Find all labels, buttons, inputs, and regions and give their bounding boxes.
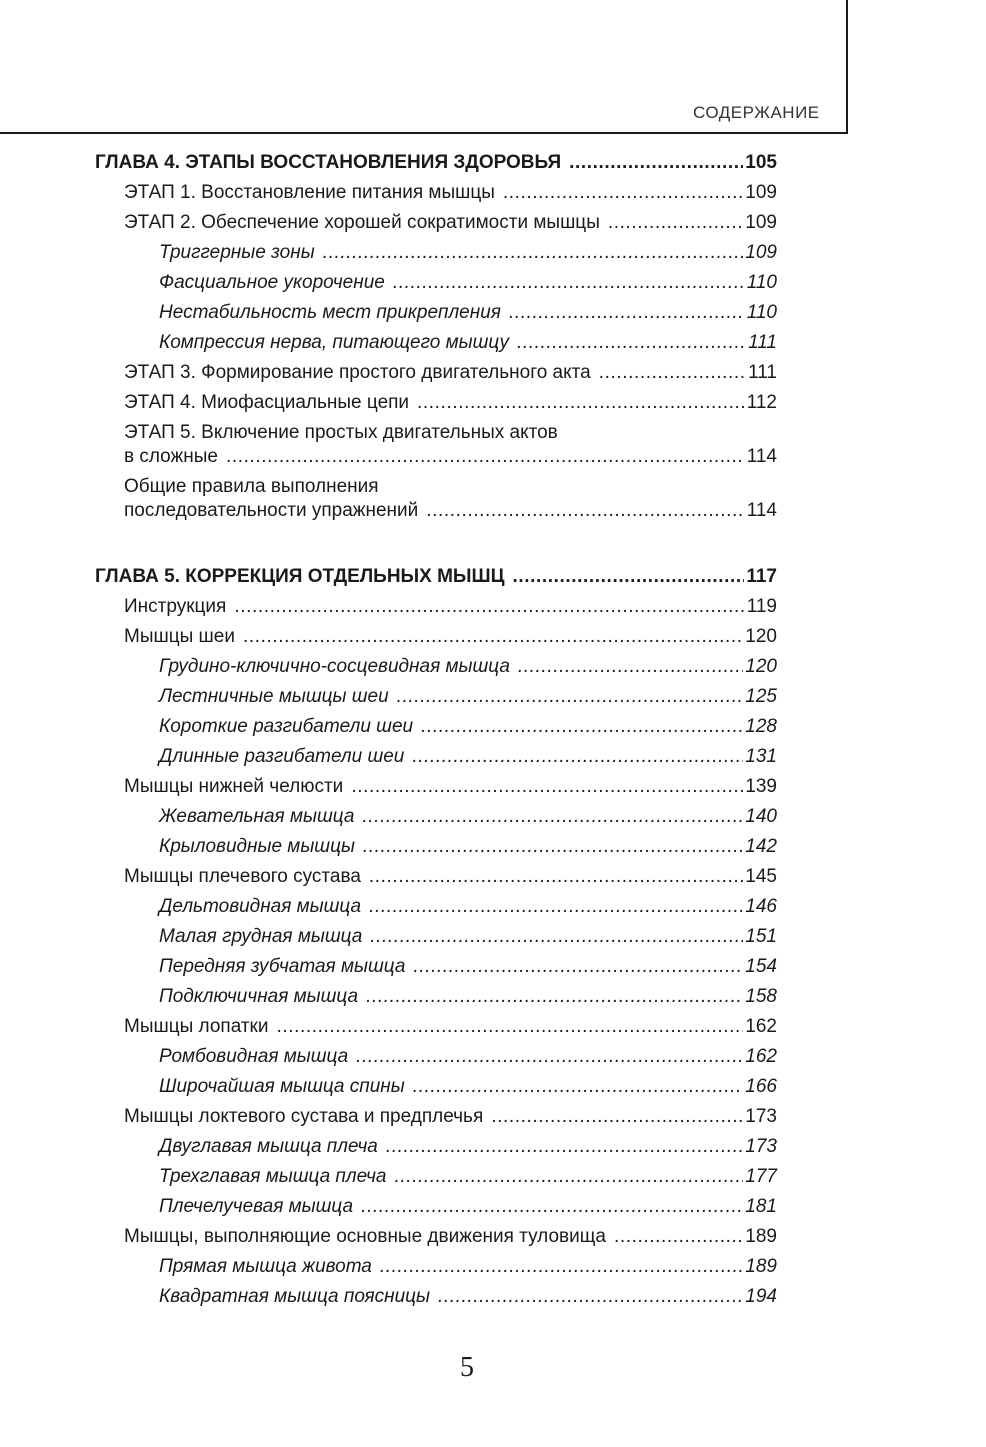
toc-entry-page: 120 xyxy=(745,656,777,677)
toc-entry-title: Мышцы лопатки xyxy=(124,1016,269,1037)
toc-entry-page: 109 xyxy=(745,182,777,203)
toc-entry-row xyxy=(95,1222,777,1252)
toc-entry-row xyxy=(95,1012,777,1042)
toc-entry[interactable] xyxy=(95,208,777,238)
toc-entry-page: 177 xyxy=(745,1166,777,1187)
toc-entry[interactable] xyxy=(95,328,777,358)
toc-entry-title: Малая грудная мышца xyxy=(159,926,363,947)
toc-entry-title: Крыловидные мышцы xyxy=(159,836,355,857)
dot-leader xyxy=(276,1012,743,1042)
dot-leader xyxy=(386,1132,743,1162)
toc-entry-page: 109 xyxy=(745,212,777,233)
toc-entry-title-line1 xyxy=(95,472,777,496)
toc-entry-title: Широчайшая мышца спины xyxy=(159,1076,405,1097)
toc-entry-row xyxy=(95,178,777,208)
toc-entry[interactable] xyxy=(95,802,777,832)
toc-entry-title: Жевательная мышца xyxy=(159,806,355,827)
toc-entry-row xyxy=(95,652,777,682)
dot-leader xyxy=(369,862,743,892)
running-header: СОДЕРЖАНИЕ xyxy=(693,103,820,122)
dot-leader xyxy=(361,1192,743,1222)
toc-entry-page: 158 xyxy=(745,986,777,1007)
toc-entry[interactable] xyxy=(95,148,777,178)
dot-leader xyxy=(412,742,743,772)
dot-leader xyxy=(243,622,743,652)
dot-leader xyxy=(356,1042,743,1072)
toc-entry-title: ЭТАП 1. Восстановление питания мышцы xyxy=(124,182,495,203)
toc-entry-row xyxy=(95,892,777,922)
toc-entry[interactable] xyxy=(95,592,777,622)
toc-entry-row xyxy=(95,148,777,178)
toc-entry-title: Нестабильность мест прикрепления xyxy=(159,302,501,323)
toc-entry-title: ЭТАП 4. Миофасциальные цепи xyxy=(124,392,410,413)
toc-entry[interactable] xyxy=(95,982,777,1012)
toc-entry[interactable] xyxy=(95,832,777,862)
toc-entry[interactable] xyxy=(95,1102,777,1132)
toc-entry-title: в сложные xyxy=(124,446,218,467)
toc-entry-page: 112 xyxy=(746,392,777,413)
dot-leader xyxy=(369,892,743,922)
toc-entry-title: Прямая мышца живота xyxy=(159,1256,372,1277)
toc-entry-page: 117 xyxy=(746,566,777,587)
toc-entry-title: Фасциальное укорочение xyxy=(159,272,385,293)
toc-entry[interactable] xyxy=(95,1042,777,1072)
toc-entry[interactable] xyxy=(95,1162,777,1192)
toc-entry-page: 109 xyxy=(745,242,777,263)
toc-entry[interactable] xyxy=(95,622,777,652)
toc-entry-page: 145 xyxy=(745,866,777,887)
toc-entry-row xyxy=(95,682,777,712)
toc-entry-row xyxy=(95,388,777,418)
toc-entry-title: Лестничные мышцы шеи xyxy=(159,686,389,707)
toc-entry-page: 120 xyxy=(745,626,777,647)
dot-leader xyxy=(513,562,745,592)
dot-leader xyxy=(394,1162,743,1192)
dot-leader xyxy=(569,148,743,178)
toc-entry[interactable] xyxy=(95,358,777,388)
frame-vertical-rule xyxy=(846,0,848,134)
toc-entry-page: 114 xyxy=(746,500,777,521)
toc-entry-page: 173 xyxy=(745,1136,777,1157)
toc-entry-title: Компрессия нерва, питающего мышцу xyxy=(159,332,509,353)
toc-entry-title: ЭТАП 2. Обеспечение хорошей сократимости мышцы xyxy=(124,212,600,233)
toc-entry-page: 146 xyxy=(745,896,777,917)
dot-leader xyxy=(517,328,746,358)
toc-entry-title: Инструкция xyxy=(124,596,227,617)
toc-entry-page: 119 xyxy=(746,596,777,617)
toc-entry[interactable] xyxy=(95,922,777,952)
toc-entry-title: Плечелучевая мышца xyxy=(159,1196,354,1217)
toc-entry-title: Мышцы нижней челюсти xyxy=(124,776,344,797)
dot-leader xyxy=(518,652,743,682)
toc-entry-page: 128 xyxy=(745,716,777,737)
toc-entry-title-part: Общие правила выполнения xyxy=(124,476,379,497)
section-gap xyxy=(95,526,777,562)
dot-leader xyxy=(397,682,744,712)
toc-entry[interactable] xyxy=(95,712,777,742)
toc-entry-row xyxy=(95,496,777,526)
toc-entry-page: 110 xyxy=(746,272,777,293)
toc-entry-page: 139 xyxy=(745,776,777,797)
dot-leader xyxy=(413,1072,744,1102)
toc-entry[interactable] xyxy=(95,178,777,208)
toc-entry[interactable] xyxy=(95,1222,777,1252)
toc-entry-row xyxy=(95,592,777,622)
toc-entry-row xyxy=(95,772,777,802)
toc-entry[interactable] xyxy=(95,1192,777,1222)
toc-entry-row xyxy=(95,742,777,772)
toc-entry-title: ГЛАВА 4. ЭТАПЫ ВОССТАНОВЛЕНИЯ ЗДОРОВЬЯ xyxy=(95,152,562,173)
toc-entry-row xyxy=(95,328,777,358)
toc-entry-page: 162 xyxy=(745,1016,777,1037)
toc-entry-title: Мышцы, выполняющие основные движения туловища xyxy=(124,1226,606,1247)
toc-entry-page: 114 xyxy=(746,446,777,467)
toc-entry-page: 111 xyxy=(748,362,777,383)
toc-entry-title: Трехглавая мышца плеча xyxy=(159,1166,387,1187)
dot-leader xyxy=(509,298,745,328)
toc-entry[interactable] xyxy=(95,388,777,418)
toc-entry-row xyxy=(95,1162,777,1192)
dot-leader xyxy=(393,268,745,298)
toc-entry[interactable] xyxy=(95,238,777,268)
toc-entry-title: Дельтовидная мышца xyxy=(159,896,362,917)
toc-entry[interactable] xyxy=(95,652,777,682)
dot-leader xyxy=(380,1252,743,1282)
toc-entry-title: Подключичная мышца xyxy=(159,986,359,1007)
toc-entry[interactable] xyxy=(95,742,777,772)
toc-entry-page: 140 xyxy=(745,806,777,827)
toc-entry-title: Мышцы шеи xyxy=(124,626,235,647)
dot-leader xyxy=(438,1282,743,1312)
toc-entry-row xyxy=(95,298,777,328)
dot-leader xyxy=(234,592,744,622)
dot-leader xyxy=(362,802,743,832)
toc-entry-page: 173 xyxy=(745,1106,777,1127)
toc-entry[interactable] xyxy=(95,418,777,472)
toc-entry[interactable] xyxy=(95,892,777,922)
toc-entry-row xyxy=(95,1282,777,1312)
dot-leader xyxy=(608,208,743,238)
toc-entry-row xyxy=(95,982,777,1012)
toc-entry-title: Грудино-ключично-сосцевидная мышца xyxy=(159,656,510,677)
toc-entry-row xyxy=(95,268,777,298)
dot-leader xyxy=(363,832,743,862)
toc-entry-page: 154 xyxy=(745,956,777,977)
toc-entry[interactable] xyxy=(95,472,777,526)
toc-entry[interactable] xyxy=(95,1132,777,1162)
dot-leader xyxy=(417,388,745,418)
dot-leader xyxy=(366,982,743,1012)
toc-entry-page: 189 xyxy=(745,1226,777,1247)
toc-entry-page: 181 xyxy=(745,1196,777,1217)
toc-entry-page: 142 xyxy=(745,836,777,857)
toc-entry-row xyxy=(95,952,777,982)
toc-entry-row xyxy=(95,442,777,472)
toc-entry-page: 111 xyxy=(748,332,777,353)
toc-entry-row xyxy=(95,208,777,238)
toc-entry[interactable] xyxy=(95,862,777,892)
toc-entry-title-part: ЭТАП 5. Включение простых двигательных актов xyxy=(124,422,558,443)
toc-entry[interactable] xyxy=(95,1072,777,1102)
dot-leader xyxy=(599,358,746,388)
toc-entry-title: Двуглавая мышца плеча xyxy=(159,1136,378,1157)
dot-leader xyxy=(370,922,743,952)
toc-entry-page: 125 xyxy=(745,686,777,707)
dot-leader xyxy=(421,712,743,742)
toc-entry-row xyxy=(95,238,777,268)
toc-entry-row xyxy=(95,712,777,742)
toc-entry-row xyxy=(95,1102,777,1132)
toc-entry-row xyxy=(95,802,777,832)
toc-entry-row xyxy=(95,1132,777,1162)
toc-entry-page: 151 xyxy=(745,926,777,947)
dot-leader xyxy=(413,952,743,982)
toc-entry-row xyxy=(95,862,777,892)
dot-leader xyxy=(614,1222,743,1252)
toc-entry-row xyxy=(95,358,777,388)
toc-entry-page: 105 xyxy=(745,152,777,173)
toc-entry[interactable] xyxy=(95,298,777,328)
frame-horizontal-rule xyxy=(0,132,848,134)
toc-entry-title: Квадратная мышца поясницы xyxy=(159,1286,431,1307)
toc-entry[interactable] xyxy=(95,562,777,592)
toc-entry-title: Ромбовидная мышца xyxy=(159,1046,349,1067)
toc-entry[interactable] xyxy=(95,1282,777,1312)
toc-entry-row xyxy=(95,1252,777,1282)
toc-entry-page: 110 xyxy=(746,302,777,323)
toc-entry-title: Триггерные зоны xyxy=(159,242,315,263)
toc-entry-title: ЭТАП 3. Формирование простого двигательного акта xyxy=(124,362,591,383)
toc-entry[interactable] xyxy=(95,1012,777,1042)
toc-entry-title: Мышцы плечевого сустава xyxy=(124,866,361,887)
toc-entry-page: 194 xyxy=(745,1286,777,1307)
toc-entry-page: 189 xyxy=(745,1256,777,1277)
dot-leader xyxy=(426,496,744,526)
table-of-contents xyxy=(95,148,777,1312)
toc-entry-title: ГЛАВА 5. КОРРЕКЦИЯ ОТДЕЛЬНЫХ МЫШЦ xyxy=(95,566,505,587)
toc-entry[interactable] xyxy=(95,268,777,298)
toc-entry-title: Длинные разгибатели шеи xyxy=(159,746,405,767)
toc-entry[interactable] xyxy=(95,952,777,982)
dot-leader xyxy=(226,442,745,472)
toc-entry-title: Мышцы локтевого сустава и предплечья xyxy=(124,1106,484,1127)
toc-entry-title: Передняя зубчатая мышца xyxy=(159,956,406,977)
dot-leader xyxy=(491,1102,743,1132)
toc-entry-row xyxy=(95,1192,777,1222)
page-number: 5 xyxy=(460,1352,474,1383)
toc-entry-page: 162 xyxy=(745,1046,777,1067)
toc-entry-row xyxy=(95,1072,777,1102)
toc-entry-row xyxy=(95,622,777,652)
toc-entry-title: последовательности упражнений xyxy=(124,500,419,521)
toc-entry-row xyxy=(95,922,777,952)
toc-entry-page: 166 xyxy=(745,1076,777,1097)
toc-entry-title-line1 xyxy=(95,418,777,442)
toc-entry-page: 131 xyxy=(745,746,777,767)
toc-entry-title: Короткие разгибатели шеи xyxy=(159,716,414,737)
toc-entry[interactable] xyxy=(95,772,777,802)
toc-entry[interactable] xyxy=(95,1252,777,1282)
dot-leader xyxy=(323,238,744,268)
toc-entry-row xyxy=(95,832,777,862)
dot-leader xyxy=(351,772,743,802)
toc-entry-row xyxy=(95,1042,777,1072)
dot-leader xyxy=(503,178,743,208)
toc-entry-row xyxy=(95,562,777,592)
toc-entry[interactable] xyxy=(95,682,777,712)
